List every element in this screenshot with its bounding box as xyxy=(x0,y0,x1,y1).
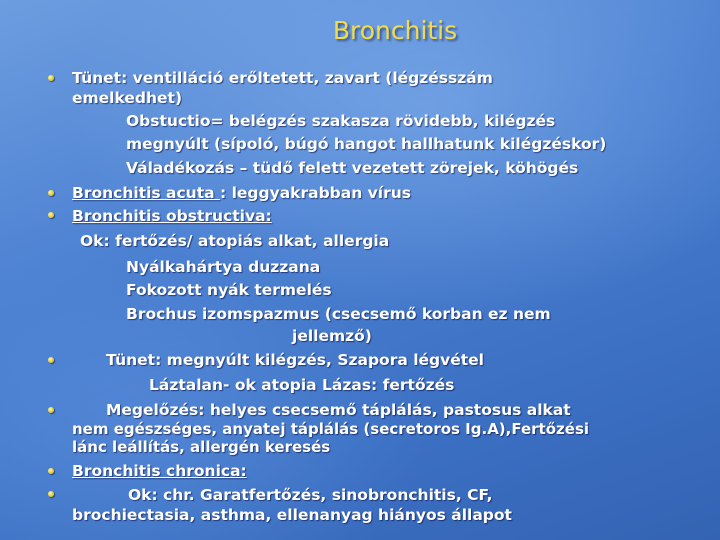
bullet-icon xyxy=(48,357,54,363)
text-line: megnyúlt (sípoló, búgó hangot hallhatunk kilégzéskor) xyxy=(126,135,607,153)
text-line: Tünet: ventilláció erőltetett, zavart (légzésszám xyxy=(72,69,493,87)
text-line-acuta xyxy=(72,183,411,203)
text-line: Obstuctio= belégzés szakasza rövidebb, kilégzés xyxy=(126,112,556,130)
bullet-icon xyxy=(48,190,54,196)
text-line: Ok: fertőzés/ atopiás alkat, allergia xyxy=(80,232,390,250)
text-line: jellemző) xyxy=(292,327,372,345)
term-bronchitis-acuta: Bronchitis acuta xyxy=(72,184,220,202)
text-line: Ok: chr. Garatfertőzés, sinobronchitis, CF, xyxy=(128,486,493,504)
text-line: Tünet: megnyúlt kilégzés, Szapora légvétel xyxy=(106,351,484,369)
bullet-icon xyxy=(48,212,54,218)
bullet-icon xyxy=(48,468,54,474)
text-line: Brochus izomspazmus (csecsemő korban ez nem xyxy=(126,305,551,323)
term-bronchitis-obstructiva: Bronchitis obstructiva: xyxy=(72,207,272,225)
text-line: brochiectasia, asthma, ellenanyag hiányos állapot xyxy=(72,506,512,524)
bullet-icon xyxy=(48,491,54,497)
text-line: Nyálkahártya duzzana xyxy=(126,258,321,276)
acuta-description: : leggyakrabban vírus xyxy=(219,184,411,202)
text-line: Fokozott nyák termelés xyxy=(126,281,332,299)
term-bronchitis-chronica: Bronchitis chronica: xyxy=(72,462,247,480)
text-line: Megelőzés: helyes csecsemő táplálás, pastosus alkat xyxy=(106,401,571,419)
text-line: Váladékozás – tüdő felett vezetett zörejek, köhögés xyxy=(126,159,579,177)
bullet-icon xyxy=(48,407,54,413)
bullet-icon xyxy=(48,75,54,81)
text-line: lánc leállítás, allergén keresés xyxy=(72,438,331,456)
text-line: Láztalan- ok atopia Lázas: fertőzés xyxy=(149,376,455,394)
text-line: emelkedhet) xyxy=(72,89,183,107)
slide-title: Bronchitis xyxy=(332,16,458,45)
text-line: nem egészséges, anyatej táplálás (secretoros Ig.A),Fertőzési xyxy=(72,420,590,438)
